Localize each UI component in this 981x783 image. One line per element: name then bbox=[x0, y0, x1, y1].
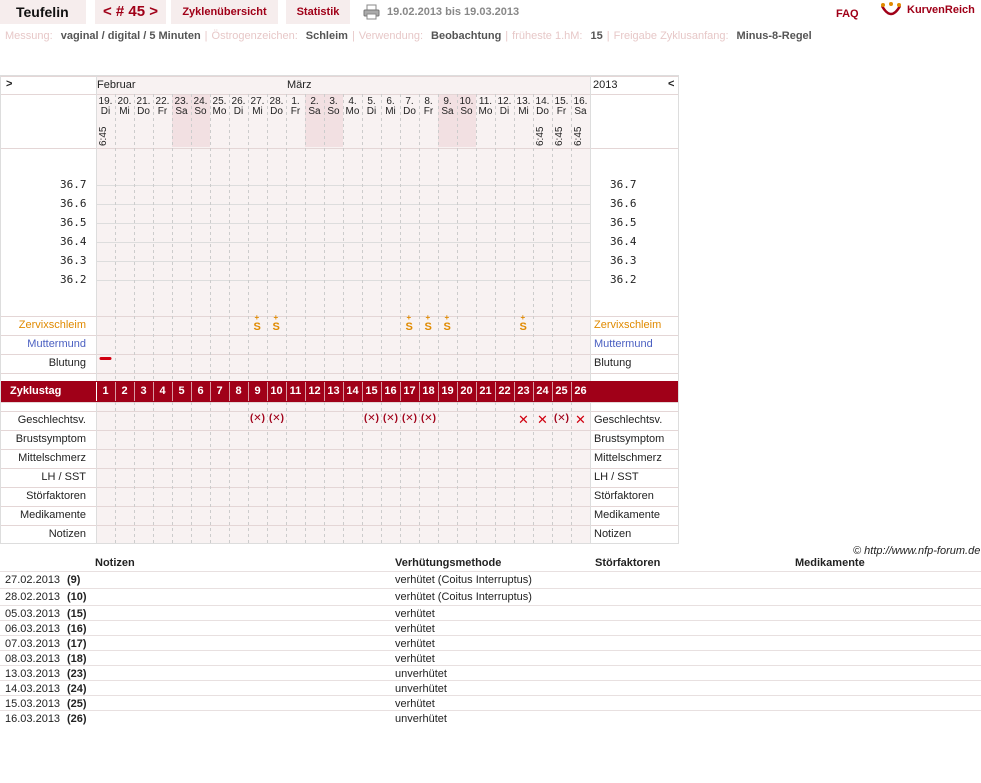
note-cycle-day: (24) bbox=[67, 683, 87, 695]
note-method: verhütet bbox=[395, 653, 435, 665]
cycle-day-number: 26 bbox=[574, 385, 587, 397]
note-row bbox=[0, 620, 981, 635]
unprotected-intercourse-marker: ✕ bbox=[537, 412, 548, 427]
mucus-s-marker: S bbox=[424, 321, 432, 333]
day-date: 28. bbox=[269, 96, 284, 107]
day-weekday: Fr bbox=[556, 106, 567, 117]
measure-time: 6:45 bbox=[554, 126, 565, 146]
note-method: verhütet (Coitus Interruptus) bbox=[395, 591, 532, 603]
symptom-row-label-right: LH / SST bbox=[594, 471, 639, 483]
day-date: 1. bbox=[291, 96, 300, 107]
note-method: verhütet bbox=[395, 608, 435, 620]
date-range: 19.02.2013 bis 19.03.2013 bbox=[387, 6, 520, 18]
note-cycle-day: (10) bbox=[67, 591, 87, 603]
intercourse-row-label: Geschlechtsv. bbox=[17, 414, 86, 426]
day-date: 7. bbox=[405, 96, 414, 107]
note-date: 13.03.2013 bbox=[5, 668, 61, 680]
note-date: 14.03.2013 bbox=[5, 683, 61, 695]
prev-cycle-button[interactable]: > bbox=[6, 78, 13, 90]
cycle-day-number: 18 bbox=[422, 385, 435, 397]
day-date: 9. bbox=[443, 96, 452, 107]
cycle-day-number: 16 bbox=[384, 385, 397, 397]
note-row bbox=[0, 695, 981, 710]
cycle-day-number: 4 bbox=[159, 385, 166, 397]
symptom-row-label: Notizen bbox=[48, 528, 86, 540]
day-date: 22. bbox=[155, 96, 170, 107]
faq-link[interactable]: FAQ bbox=[836, 8, 859, 20]
temp-axis-label-right: 36.7 bbox=[610, 178, 637, 191]
cycle-day-number: 19 bbox=[441, 385, 454, 397]
protected-intercourse-marker: (✕) bbox=[553, 413, 570, 424]
month-label: März bbox=[287, 79, 312, 91]
cycle-switcher[interactable]: < # 45 > bbox=[95, 0, 166, 24]
day-weekday: Mi bbox=[385, 106, 396, 117]
mucus-plus-marker: + bbox=[254, 313, 260, 322]
cycle-day-number: 8 bbox=[235, 385, 242, 397]
info-separator: | bbox=[606, 30, 610, 42]
day-weekday: Mo bbox=[345, 106, 360, 117]
measure-time: 6:45 bbox=[98, 126, 109, 146]
note-date: 28.02.2013 bbox=[5, 591, 61, 603]
temp-axis-label-right: 36.3 bbox=[610, 254, 637, 267]
note-date: 08.03.2013 bbox=[5, 653, 61, 665]
cycle-day-number: 17 bbox=[403, 385, 416, 397]
day-date: 4. bbox=[348, 96, 357, 107]
day-weekday: Mo bbox=[478, 106, 493, 117]
logo-text[interactable]: KurvenReich bbox=[907, 4, 975, 16]
cycle-day-number: 12 bbox=[308, 385, 321, 397]
cycle-day-number: 25 bbox=[555, 385, 568, 397]
temp-axis-label-left: 36.6 bbox=[60, 197, 87, 210]
mucus-row-label: Zervixschleim bbox=[18, 319, 86, 331]
temp-axis-label-right: 36.6 bbox=[610, 197, 637, 210]
symptom-row-label-right: Brustsymptom bbox=[594, 433, 665, 445]
protected-intercourse-marker: (✕) bbox=[249, 413, 266, 424]
cycle-day-number: 24 bbox=[536, 385, 549, 397]
mucus-s-marker: S bbox=[253, 321, 261, 333]
day-weekday: Do bbox=[270, 106, 283, 117]
day-weekday: Fr bbox=[157, 106, 168, 117]
day-weekday: Do bbox=[137, 106, 150, 117]
day-date: 20. bbox=[117, 96, 132, 107]
note-cycle-day: (26) bbox=[67, 713, 87, 725]
info-value: Schleim bbox=[305, 30, 348, 42]
mucus-plus-marker: + bbox=[425, 313, 431, 322]
note-row bbox=[0, 710, 981, 725]
copyright: © http://www.nfp-forum.de bbox=[853, 545, 981, 557]
info-value: Beobachtung bbox=[431, 30, 502, 42]
info-value: vaginal / digital / 5 Minuten bbox=[60, 30, 201, 42]
note-method: unverhütet bbox=[395, 683, 447, 695]
month-label: Februar bbox=[97, 79, 136, 91]
info-key: Verwendung: bbox=[358, 30, 424, 42]
note-cycle-day: (16) bbox=[67, 623, 87, 635]
info-separator: | bbox=[351, 30, 355, 42]
day-date: 6. bbox=[386, 96, 395, 107]
temp-axis-label-left: 36.4 bbox=[60, 235, 87, 248]
note-cycle-day: (25) bbox=[67, 698, 87, 710]
cycle-day-label: Zyklustag bbox=[10, 385, 62, 397]
info-key: Östrogenzeichen: bbox=[211, 30, 298, 42]
day-weekday: Sa bbox=[175, 106, 188, 117]
day-weekday: Sa bbox=[441, 106, 454, 117]
note-row bbox=[0, 588, 981, 605]
year-label: 2013 bbox=[593, 79, 618, 91]
next-cycle-button[interactable]: < bbox=[668, 78, 675, 90]
note-date: 15.03.2013 bbox=[5, 698, 61, 710]
day-weekday: Di bbox=[366, 106, 377, 117]
meds-header: Medikamente bbox=[795, 557, 865, 569]
info-key: Freigabe Zyklusanfang: bbox=[613, 30, 729, 42]
unprotected-intercourse-marker: ✕ bbox=[518, 412, 529, 427]
cycle-settings-line bbox=[5, 30, 816, 42]
info-key: früheste 1.hM: bbox=[512, 30, 583, 42]
cycle-day-number: 3 bbox=[140, 385, 147, 397]
note-row bbox=[0, 635, 981, 650]
bleeding-row-label-right: Blutung bbox=[594, 357, 632, 369]
day-date: 13. bbox=[516, 96, 531, 107]
method-header: Verhütungsmethode bbox=[395, 557, 502, 569]
cervix-row-label: Muttermund bbox=[27, 338, 86, 350]
day-weekday: Sa bbox=[574, 106, 587, 117]
day-weekday: So bbox=[327, 106, 340, 117]
cycle-day-number: 6 bbox=[197, 385, 204, 397]
note-method: verhütet bbox=[395, 698, 435, 710]
unprotected-intercourse-marker: ✕ bbox=[575, 412, 586, 427]
temp-axis-label-left: 36.7 bbox=[60, 178, 87, 191]
cycle-day-number: 14 bbox=[346, 385, 359, 397]
day-date: 12. bbox=[497, 96, 512, 107]
note-date: 27.02.2013 bbox=[5, 574, 61, 586]
chart-canvas bbox=[1, 76, 678, 543]
symptom-row-label-right: Mittelschmerz bbox=[594, 452, 662, 464]
note-method: verhütet bbox=[395, 623, 435, 635]
note-date: 07.03.2013 bbox=[5, 638, 61, 650]
symptom-row-label: LH / SST bbox=[41, 471, 86, 483]
day-weekday: Mo bbox=[212, 106, 227, 117]
cycle-day-number: 11 bbox=[289, 385, 302, 397]
temp-axis-label-left: 36.2 bbox=[60, 273, 87, 286]
cycle-day-number: 13 bbox=[327, 385, 340, 397]
cycle-day-number: 7 bbox=[216, 385, 223, 397]
day-weekday: Fr bbox=[423, 106, 434, 117]
day-date: 5. bbox=[367, 96, 376, 107]
day-weekday: So bbox=[194, 106, 207, 117]
temp-axis-label-right: 36.4 bbox=[610, 235, 637, 248]
symptom-row-label-right: Medikamente bbox=[594, 509, 661, 521]
day-weekday: Sa bbox=[308, 106, 321, 117]
symptom-row-label: Medikamente bbox=[19, 509, 86, 521]
note-row bbox=[0, 665, 981, 680]
top-bar bbox=[0, 0, 981, 26]
day-date: 19. bbox=[98, 96, 113, 107]
day-weekday: So bbox=[460, 106, 473, 117]
info-separator: | bbox=[505, 30, 509, 42]
cycle-day-number: 1 bbox=[102, 385, 109, 397]
day-date: 11. bbox=[478, 96, 493, 107]
day-weekday: Di bbox=[100, 106, 111, 117]
symptom-row-label-right: Störfaktoren bbox=[594, 490, 654, 502]
cycle-overview-link[interactable]: Zyklenübersicht bbox=[171, 0, 278, 24]
disturbances-header: Störfaktoren bbox=[595, 557, 661, 569]
symptom-row-label: Brustsymptom bbox=[15, 433, 86, 445]
temp-axis-label-right: 36.2 bbox=[610, 273, 637, 286]
note-cycle-day: (17) bbox=[67, 638, 87, 650]
cycle-day-number: 10 bbox=[270, 385, 283, 397]
note-method: unverhütet bbox=[395, 713, 447, 725]
note-row bbox=[0, 680, 981, 695]
symptom-row-label: Mittelschmerz bbox=[18, 452, 86, 464]
note-cycle-day: (23) bbox=[67, 668, 87, 680]
protected-intercourse-marker: (✕) bbox=[382, 413, 399, 424]
day-date: 23. bbox=[174, 96, 189, 107]
bleeding-marker bbox=[100, 357, 112, 360]
day-weekday: Do bbox=[536, 106, 549, 117]
day-weekday: Di bbox=[499, 106, 510, 117]
day-date: 27. bbox=[250, 96, 265, 107]
protected-intercourse-marker: (✕) bbox=[401, 413, 418, 424]
note-method: verhütet bbox=[395, 638, 435, 650]
note-cycle-day: (18) bbox=[67, 653, 87, 665]
info-value: 15 bbox=[590, 30, 603, 42]
info-value: Minus-8-Regel bbox=[736, 30, 812, 42]
day-weekday: Fr bbox=[290, 106, 301, 117]
protected-intercourse-marker: (✕) bbox=[268, 413, 285, 424]
cycle-day-number: 21 bbox=[479, 385, 492, 397]
day-date: 24. bbox=[193, 96, 208, 107]
mucus-row-label-right: Zervixschleim bbox=[594, 319, 662, 331]
day-weekday: Mi bbox=[119, 106, 130, 117]
day-weekday: Mi bbox=[518, 106, 529, 117]
note-date: 16.03.2013 bbox=[5, 713, 61, 725]
day-date: 10. bbox=[459, 96, 474, 107]
intercourse-row-label-right: Geschlechtsv. bbox=[594, 414, 663, 426]
notes-header: Notizen bbox=[95, 557, 135, 569]
day-date: 21. bbox=[136, 96, 151, 107]
cycle-day-number: 15 bbox=[365, 385, 378, 397]
note-row bbox=[0, 571, 981, 588]
symptom-row-label: Störfaktoren bbox=[26, 490, 86, 502]
note-method: verhütet (Coitus Interruptus) bbox=[395, 574, 532, 586]
printer-icon[interactable] bbox=[363, 4, 380, 20]
info-key: Messung: bbox=[5, 30, 53, 42]
mucus-plus-marker: + bbox=[444, 313, 450, 322]
mucus-plus-marker: + bbox=[273, 313, 279, 322]
note-date: 06.03.2013 bbox=[5, 623, 61, 635]
day-date: 26. bbox=[231, 96, 246, 107]
note-date: 05.03.2013 bbox=[5, 608, 61, 620]
day-date: 15. bbox=[554, 96, 569, 107]
day-weekday: Mi bbox=[252, 106, 263, 117]
user-name: Teufelin bbox=[0, 0, 86, 24]
day-date: 25. bbox=[212, 96, 227, 107]
logo-icon bbox=[880, 2, 902, 20]
bleeding-row-label: Blutung bbox=[48, 357, 86, 369]
cervix-row-label-right: Muttermund bbox=[594, 338, 653, 350]
mucus-s-marker: S bbox=[519, 321, 527, 333]
temp-axis-label-left: 36.5 bbox=[60, 216, 87, 229]
info-separator: | bbox=[204, 30, 208, 42]
day-date: 2. bbox=[310, 96, 319, 107]
note-cycle-day: (9) bbox=[67, 574, 81, 586]
day-date: 16. bbox=[573, 96, 588, 107]
cycle-day-number: 9 bbox=[254, 385, 261, 397]
temp-axis-label-right: 36.5 bbox=[610, 216, 637, 229]
note-cycle-day: (15) bbox=[67, 608, 87, 620]
temp-axis-label-left: 36.3 bbox=[60, 254, 87, 267]
statistics-link[interactable]: Statistik bbox=[286, 0, 350, 24]
day-weekday: Do bbox=[403, 106, 416, 117]
cycle-chart bbox=[0, 75, 679, 544]
measure-time: 6:45 bbox=[535, 126, 546, 146]
symptom-row-label-right: Notizen bbox=[594, 528, 632, 540]
mucus-s-marker: S bbox=[443, 321, 451, 333]
mucus-plus-marker: + bbox=[520, 313, 526, 322]
mucus-plus-marker: + bbox=[406, 313, 412, 322]
day-date: 3. bbox=[329, 96, 338, 107]
protected-intercourse-marker: (✕) bbox=[363, 413, 380, 424]
note-method: unverhütet bbox=[395, 668, 447, 680]
protected-intercourse-marker: (✕) bbox=[420, 413, 437, 424]
cycle-day-number: 2 bbox=[121, 385, 128, 397]
mucus-s-marker: S bbox=[405, 321, 413, 333]
day-date: 14. bbox=[535, 96, 550, 107]
cycle-day-number: 22 bbox=[498, 385, 511, 397]
note-row bbox=[0, 605, 981, 620]
cycle-day-number: 5 bbox=[178, 385, 185, 397]
cycle-day-number: 23 bbox=[517, 385, 530, 397]
day-date: 8. bbox=[424, 96, 433, 107]
day-weekday: Di bbox=[233, 106, 244, 117]
note-row bbox=[0, 650, 981, 665]
mucus-s-marker: S bbox=[272, 321, 280, 333]
cycle-day-number: 20 bbox=[460, 385, 473, 397]
measure-time: 6:45 bbox=[573, 126, 584, 146]
